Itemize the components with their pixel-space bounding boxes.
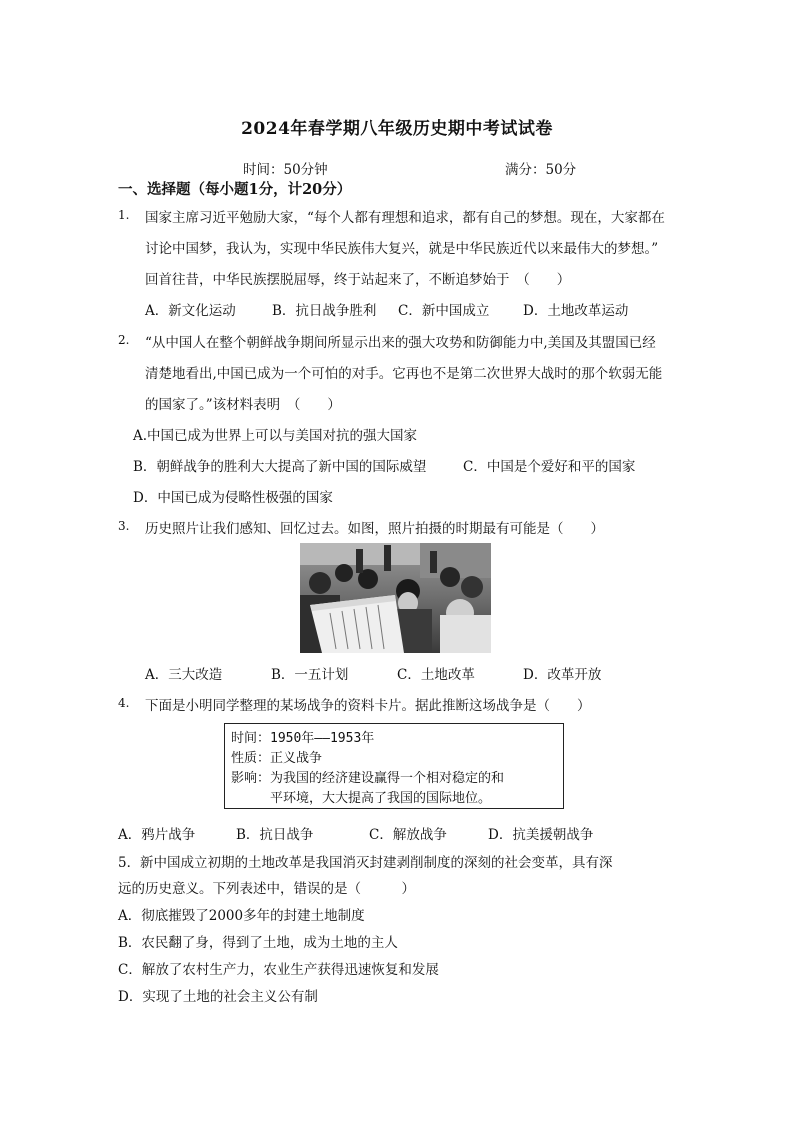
question-number: 1. bbox=[118, 208, 130, 222]
card-time: 时间：1950年——1953年 bbox=[231, 731, 375, 746]
question-text-line: 下面是小明同学整理的某场战争的资料卡片。据此推断这场战争是（ ） bbox=[145, 698, 591, 714]
question-number: 3. bbox=[118, 519, 130, 533]
option-d: D．土地改革运动 bbox=[523, 303, 629, 319]
option-b: B．朝鲜战争的胜利大大提高了新中国的国际威望 bbox=[133, 459, 427, 475]
question-text-line: 历史照片让我们感知、回忆过去。如图，照片拍摄的时期最有可能是（ ） bbox=[145, 521, 604, 537]
option-d: D．改革开放 bbox=[523, 667, 602, 683]
option-b: B．农民翻了身，得到了土地，成为土地的主人 bbox=[118, 935, 398, 951]
question-number: 4. bbox=[118, 696, 130, 710]
question-text-line: 讨论中国梦，我认为，实现中华民族伟大复兴，就是中华民族近代以来最伟大的梦想。” bbox=[145, 241, 659, 257]
exam-time: 时间：50分钟 bbox=[243, 162, 328, 178]
question-text-line: 国家主席习近平勉励大家，“每个人都有理想和追求，都有自己的梦想。现在，大家都在 bbox=[145, 210, 665, 226]
option-d: D．抗美援朝战争 bbox=[488, 827, 594, 843]
question-text-line: 的国家了。”该材料表明 （ ） bbox=[145, 397, 341, 413]
option-a: A．三大改造 bbox=[145, 667, 223, 683]
exam-title: 2024年春学期八年级历史期中考试试卷 bbox=[241, 119, 553, 139]
question-text-line: 清楚地看出,中国已成为一个可怕的对手。它再也不是第二次世界大战时的那个软弱无能 bbox=[145, 366, 663, 382]
option-c: C．解放了农村生产力，农业生产获得迅速恢复和发展 bbox=[118, 962, 439, 978]
card-nature: 性质：正义战争 bbox=[231, 751, 323, 766]
option-a: A．新文化运动 bbox=[145, 303, 236, 319]
option-d: D．实现了土地的社会主义公有制 bbox=[118, 989, 318, 1005]
option-c: C．解放战争 bbox=[369, 827, 447, 843]
question-text-line: 远的历史意义。下列表述中，错误的是（ ） bbox=[118, 881, 415, 897]
question-number: 2. bbox=[118, 333, 130, 347]
option-c: C．新中国成立 bbox=[398, 303, 490, 319]
card-impact-cont: 平环境，大大提高了我国的国际地位。 bbox=[231, 791, 492, 806]
option-b: B．一五计划 bbox=[271, 667, 349, 683]
question-number: 5． bbox=[118, 855, 141, 871]
data-card bbox=[224, 723, 564, 809]
question-text-line: 回首往昔，中华民族摆脱屈辱，终于站起来了，不断追梦始于 （ ） bbox=[145, 272, 571, 288]
option-d: D．中国已成为侵略性极强的国家 bbox=[133, 490, 333, 506]
option-b: B．抗日战争胜利 bbox=[272, 303, 377, 319]
section-heading: 一、选择题（每小题1分，计20分） bbox=[118, 181, 352, 198]
historical-photo bbox=[300, 543, 491, 653]
option-a: A．彻底摧毁了2000多年的封建土地制度 bbox=[118, 908, 365, 924]
question-text-line: 新中国成立初期的土地改革是我国消灭封建剥削制度的深刻的社会变革，具有深 bbox=[140, 855, 613, 871]
exam-full-score: 满分：50分 bbox=[505, 162, 577, 178]
card-impact: 影响：为我国的经济建设赢得一个相对稳定的和 bbox=[231, 771, 505, 786]
question-text-line: “从中国人在整个朝鲜战争期间所显示出来的强大攻势和防御能力中,美国及其盟国已经 bbox=[145, 335, 656, 351]
option-c: C．土地改革 bbox=[397, 667, 475, 683]
option-c: C．中国是个爱好和平的国家 bbox=[463, 459, 636, 475]
option-b: B．抗日战争 bbox=[236, 827, 314, 843]
option-a: A.中国已成为世界上可以与美国对抗的强大国家 bbox=[133, 428, 418, 444]
option-a: A．鸦片战争 bbox=[118, 827, 196, 843]
